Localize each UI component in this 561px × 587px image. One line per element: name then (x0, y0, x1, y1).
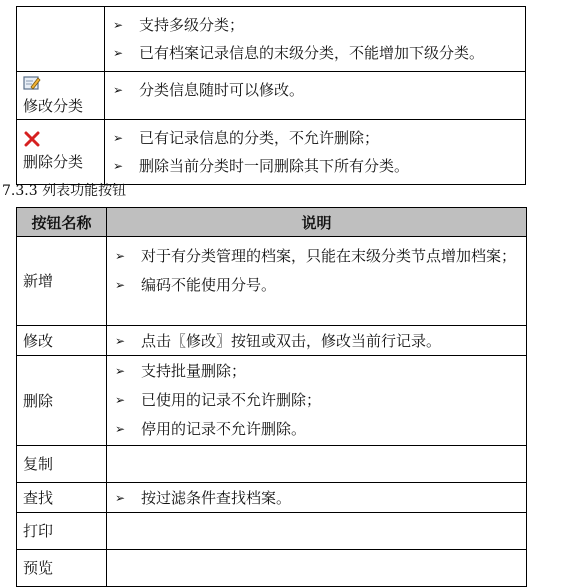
row-desc-cell (105, 7, 526, 72)
row-desc-cell (107, 356, 527, 446)
row-name-cell: 打印 (17, 513, 107, 550)
row-desc-cell (107, 446, 527, 483)
edit-icon (23, 75, 104, 93)
section-heading: 7.3.3 列表功能按钮 (2, 183, 127, 199)
bullet-item: ➢ 分类信息随时可以修改。 (113, 76, 517, 104)
bullet-arrow-icon: ➢ (115, 334, 126, 348)
bullet-item: ➢ 编码不能使用分号。 (115, 271, 518, 299)
bullet-item: ➢ 删除当前分类时一同删除其下所有分类。 (113, 152, 517, 180)
category-ops-table (16, 6, 526, 185)
bullet-arrow-icon: ➢ (113, 46, 124, 60)
bullet-arrow-icon: ➢ (115, 278, 126, 292)
table-row (17, 550, 527, 587)
table-row (17, 446, 527, 483)
bullet-arrow-icon: ➢ (113, 83, 124, 97)
bullet-arrow-icon: ➢ (113, 159, 124, 173)
row-name-cell: 查找 (17, 483, 107, 513)
row-name-cell (17, 120, 105, 185)
row-name-label: 修改分类 (23, 96, 84, 115)
bullet-arrow-icon: ➢ (115, 491, 126, 505)
row-desc-cell (107, 237, 527, 326)
bullet-item: ➢ 按过滤条件查找档案。 (115, 484, 518, 512)
row-name-cell: 新增 (17, 237, 107, 326)
bullet-arrow-icon: ➢ (115, 393, 126, 407)
row-name-cell: 修改 (17, 326, 107, 356)
delete-x-icon (23, 131, 104, 149)
row-desc-cell (105, 72, 526, 120)
table-row (17, 72, 526, 120)
row-name-cell (17, 72, 105, 120)
row-desc-cell (107, 326, 527, 356)
table-row (17, 356, 527, 446)
bullet-item: ➢ 已使用的记录不允许删除； (115, 386, 518, 415)
table-row (17, 326, 527, 356)
row-desc-cell (107, 513, 527, 550)
table-row (17, 483, 527, 513)
column-header-description: 说明 (107, 208, 527, 237)
bullet-item: ➢ 点击〖修改〗按钮或双击，修改当前行记录。 (115, 327, 518, 355)
bullet-item: ➢ 停用的记录不允许删除。 (115, 415, 518, 444)
table-row (17, 120, 526, 185)
column-header-button-name: 按钮名称 (17, 208, 107, 237)
row-name-cell: 预览 (17, 550, 107, 587)
row-name-cell: 删除 (17, 356, 107, 446)
bullet-item: ➢ 已有记录信息的分类，不允许删除； (113, 124, 517, 152)
bullet-arrow-icon: ➢ (115, 364, 126, 378)
row-name-cell (17, 7, 105, 72)
bullet-arrow-icon: ➢ (115, 249, 126, 263)
list-buttons-table (16, 207, 527, 587)
row-desc-cell (105, 120, 526, 185)
bullet-arrow-icon: ➢ (113, 131, 124, 145)
table-row (17, 237, 527, 326)
row-name-label: 删除分类 (23, 153, 84, 171)
bullet-arrow-icon: ➢ (113, 18, 124, 32)
row-desc-cell (107, 550, 527, 587)
table-row (17, 513, 527, 550)
bullet-item: ➢ 对于有分类管理的档案，只能在末级分类节点增加档案； (115, 241, 518, 271)
table-row (17, 7, 526, 72)
bullet-item: ➢ 支持批量删除； (115, 357, 518, 386)
table-header-row (17, 208, 527, 237)
bullet-item: ➢ 支持多级分类； (113, 11, 517, 39)
row-name-cell: 复制 (17, 446, 107, 483)
row-desc-cell (107, 483, 527, 513)
bullet-item: ➢ 已有档案记录信息的末级分类，不能增加下级分类。 (113, 39, 517, 67)
bullet-arrow-icon: ➢ (115, 422, 126, 436)
